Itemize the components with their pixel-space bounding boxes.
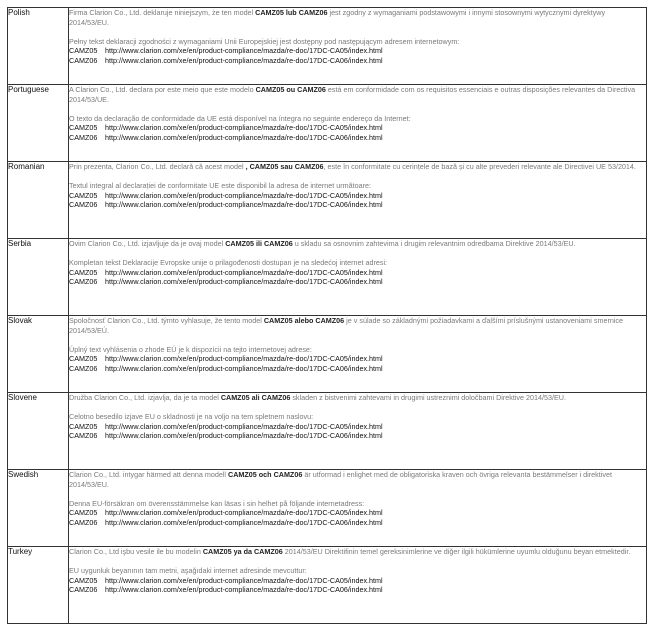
table-row xyxy=(8,239,647,316)
declaration-cell xyxy=(69,239,647,316)
declaration-cell xyxy=(69,316,647,393)
conjunction: ya da xyxy=(231,547,254,556)
compliance-link-row xyxy=(69,576,646,586)
declaration-cell xyxy=(69,470,647,547)
compliance-link-row xyxy=(69,191,646,201)
model-name: CAMZ06 xyxy=(263,239,293,248)
model-name: CAMZ06 xyxy=(298,8,328,17)
model-name: CAMZ05 xyxy=(255,85,285,94)
link-model: CAMZ06 xyxy=(69,431,98,441)
compliance-url-link[interactable]: http://www.clarion.com/xe/en/product-compliance/mazda/re-doc/17DC-CA05/index.html xyxy=(105,123,383,133)
compliance-link-row xyxy=(69,46,646,56)
language-cell: Turkey xyxy=(8,547,69,624)
link-model: CAMZ05 xyxy=(69,267,98,277)
table-row xyxy=(8,8,647,85)
link-model: CAMZ05 xyxy=(69,508,98,518)
link-model: CAMZ05 xyxy=(69,575,98,585)
declaration-statement: Prin prezenta, Clarion Co., Ltd. declară că acest model , CAMZ05 sau CAMZ06, este în conformitate cu cerințele de bază și cu alte prevederi relevante ale Directivei UE 53/2014. xyxy=(69,162,636,171)
declaration-cell xyxy=(69,162,647,239)
declaration-table xyxy=(7,7,647,624)
model-name: CAMZ06 xyxy=(294,162,324,171)
compliance-url-link[interactable]: http://www.clarion.com/xe/en/product-compliance/mazda/re-doc/17DC-CA05/index.html xyxy=(105,354,383,364)
model-name: CAMZ06 xyxy=(253,547,283,556)
link-model: CAMZ06 xyxy=(69,364,98,374)
availability-note: Kompletan tekst Deklaracije Evropske unije o prilagođenosti dostupan je na sledećoj internet adresi: xyxy=(69,257,388,267)
model-name: CAMZ06 xyxy=(297,85,326,94)
availability-note: Úplný text vyhlásenia o zhode EÚ je k dispozícii na tejto internetovej adrese: xyxy=(69,344,312,354)
link-model: CAMZ05 xyxy=(69,46,98,56)
conjunction: alebo xyxy=(292,316,316,325)
language-cell: Serbia xyxy=(8,239,69,316)
model-name: CAMZ05 xyxy=(220,393,250,402)
compliance-link-row xyxy=(69,364,646,374)
compliance-url-link[interactable]: http://www.clarion.com/xe/en/product-compliance/mazda/re-doc/17DC-CA06/index.html xyxy=(105,200,383,210)
link-model: CAMZ06 xyxy=(69,133,98,143)
availability-note: Pełny tekst deklaracji zgodności z wymaganiami Unii Europejskiej jest dostępny pod następującym adresem internetowym: xyxy=(69,36,460,46)
link-model: CAMZ05 xyxy=(69,421,98,431)
compliance-link-row xyxy=(69,508,646,518)
compliance-link-row xyxy=(69,268,646,278)
table-row xyxy=(8,316,647,393)
compliance-url-link[interactable]: http://www.clarion.com/xe/en/product-compliance/mazda/re-doc/17DC-CA06/index.html xyxy=(105,585,383,595)
compliance-url-link[interactable]: http://www.clarion.com/xe/en/product-compliance/mazda/re-doc/17DC-CA05/index.html xyxy=(105,267,383,277)
compliance-url-link[interactable]: http://www.clarion.com/xe/en/product-compliance/mazda/re-doc/17DC-CA06/index.html xyxy=(105,431,383,441)
declaration-statement: Clarion Co., Ltd işbu vesile ile bu modelin CAMZ05 ya da CAMZ06 2014/53/EU Direktifinin temel gereksinimlerine ve diğer ilgili hükümlerine uyumlu olduğunu beyan etmektedir. xyxy=(69,547,631,556)
availability-note: Textul integral al declarației de conformitate UE este disponibil la adresa de internet următoare: xyxy=(69,180,372,190)
conjunction: lub xyxy=(283,8,299,17)
availability-note: Denna EU-försäkran om överensstämmelse kan läsas i sin helhet på följande internetadress: xyxy=(69,498,365,508)
model-name: , CAMZ05 xyxy=(245,162,279,171)
compliance-url-link[interactable]: http://www.clarion.com/xe/en/product-compliance/mazda/re-doc/17DC-CA05/index.html xyxy=(105,508,383,518)
compliance-url-link[interactable]: http://www.clarion.com/xe/en/product-compliance/mazda/re-doc/17DC-CA06/index.html xyxy=(105,364,383,374)
compliance-link-row xyxy=(69,585,646,595)
language-cell: Polish xyxy=(8,8,69,85)
table-row xyxy=(8,393,647,470)
compliance-link-row xyxy=(69,354,646,364)
model-name: CAMZ05 xyxy=(202,547,232,556)
compliance-link-row xyxy=(69,133,646,143)
compliance-link-row xyxy=(69,200,646,210)
declaration-statement: Spoločnosť Clarion Co., Ltd. týmto vyhlasuje, že tento model CAMZ05 alebo CAMZ06 je v súlade so základnými požiadavkami a ďalšími príslušnými ustanoveniami smernice 2014/53/EÚ. xyxy=(69,316,624,335)
table-row xyxy=(8,85,647,162)
compliance-link-row xyxy=(69,123,646,133)
table-row xyxy=(8,162,647,239)
link-model: CAMZ06 xyxy=(69,518,98,528)
link-model: CAMZ06 xyxy=(69,277,98,287)
compliance-url-link[interactable]: http://www.clarion.com/xe/en/product-compliance/mazda/re-doc/17DC-CA05/index.html xyxy=(105,575,383,585)
compliance-url-link[interactable]: http://www.clarion.com/xe/en/product-compliance/mazda/re-doc/17DC-CA05/index.html xyxy=(105,46,383,56)
conjunction: ou xyxy=(284,85,298,94)
link-model: CAMZ06 xyxy=(69,56,98,66)
conjunction: och xyxy=(256,470,274,479)
declaration-cell xyxy=(69,85,647,162)
compliance-link-row xyxy=(69,56,646,66)
language-cell: Romanian xyxy=(8,162,69,239)
model-name: CAMZ05 xyxy=(228,470,257,479)
compliance-link-row xyxy=(69,422,646,432)
declaration-cell xyxy=(69,547,647,624)
compliance-url-link[interactable]: http://www.clarion.com/xe/en/product-compliance/mazda/re-doc/17DC-CA06/index.html xyxy=(105,133,383,143)
link-model: CAMZ05 xyxy=(69,190,98,200)
availability-note: Celotno besedilo izjave EU o skladnosti je na voljo na tem spletnem naslovu: xyxy=(69,411,314,421)
declaration-statement: A Clarion Co., Ltd. declara por este meio que este modelo CAMZ05 ou CAMZ06 está em conformidade com os requisitos essenciais e outras disposições relevantes da Directiva 2014/53/UE. xyxy=(69,85,636,104)
conjunction: ili xyxy=(253,239,264,248)
declaration-cell xyxy=(69,393,647,470)
availability-note: O texto da declaração de conformidade da UE está disponível na íntegra no seguinte endereço da Internet: xyxy=(69,113,411,123)
language-cell: Slovene xyxy=(8,393,69,470)
link-model: CAMZ05 xyxy=(69,123,98,133)
compliance-url-link[interactable]: http://www.clarion.com/xe/en/product-compliance/mazda/re-doc/17DC-CA06/index.html xyxy=(105,518,383,528)
compliance-link-row xyxy=(69,518,646,528)
table-row xyxy=(8,547,647,624)
compliance-link-row xyxy=(69,431,646,441)
table-row xyxy=(8,470,647,547)
compliance-url-link[interactable]: http://www.clarion.com/xe/en/product-compliance/mazda/re-doc/17DC-CA05/index.html xyxy=(105,421,383,431)
declaration-cell xyxy=(69,8,647,85)
declaration-statement: Ovim Clarion Co., Ltd. izjavljuje da je ovaj model CAMZ05 ili CAMZ06 u skladu sa osnovnim zahtevima i drugim relevantnim odredbama Direktive 2014/53/EU. xyxy=(69,239,576,248)
model-name: CAMZ06 xyxy=(273,470,303,479)
language-cell: Portuguese xyxy=(8,85,69,162)
language-cell: Swedish xyxy=(8,470,69,547)
availability-note: EU uygunluk beyanının tam metni, aşağıdaki internet adresinde mevcuttur: xyxy=(69,565,307,575)
compliance-link-row xyxy=(69,277,646,287)
declaration-statement: Clarion Co., Ltd. intygar härmed att denna modell CAMZ05 och CAMZ06 är utformad i enlighet med de obligatoriska kraven och övriga relevanta bestämmelser i direktivet 2014/53/EU. xyxy=(69,470,612,489)
compliance-url-link[interactable]: http://www.clarion.com/xe/en/product-compliance/mazda/re-doc/17DC-CA05/index.html xyxy=(105,190,383,200)
model-name: CAMZ05 xyxy=(225,239,254,248)
declaration-statement: Družba Clarion Co., Ltd. izjavlja, da je ta model CAMZ05 ali CAMZ06 skladen z bistvenimi zahtevami in drugimi ustreznimi določbami Direktive 2014/53/EU. xyxy=(69,393,566,402)
compliance-url-link[interactable]: http://www.clarion.com/xe/en/product-compliance/mazda/re-doc/17DC-CA06/index.html xyxy=(105,277,383,287)
language-cell: Slovak xyxy=(8,316,69,393)
model-name: CAMZ06 xyxy=(315,316,345,325)
model-name: CAMZ05 xyxy=(263,316,293,325)
link-model: CAMZ06 xyxy=(69,585,98,595)
compliance-url-link[interactable]: http://www.clarion.com/xe/en/product-compliance/mazda/re-doc/17DC-CA06/index.html xyxy=(105,56,383,66)
declaration-statement: Firma Clarion Co., Ltd. deklaruje niniejszym, że ten model CAMZ05 lub CAMZ06 jest zgodny z wymaganiami podstawowymi i innymi stosownymi wytycznymi dyrektywy 2014/53/EU. xyxy=(69,8,606,27)
link-model: CAMZ05 xyxy=(69,354,98,364)
model-name: CAMZ06 xyxy=(261,393,291,402)
link-model: CAMZ06 xyxy=(69,200,98,210)
model-name: CAMZ05 xyxy=(255,8,284,17)
conjunction: ali xyxy=(249,393,262,402)
conjunction: sau xyxy=(278,162,295,171)
